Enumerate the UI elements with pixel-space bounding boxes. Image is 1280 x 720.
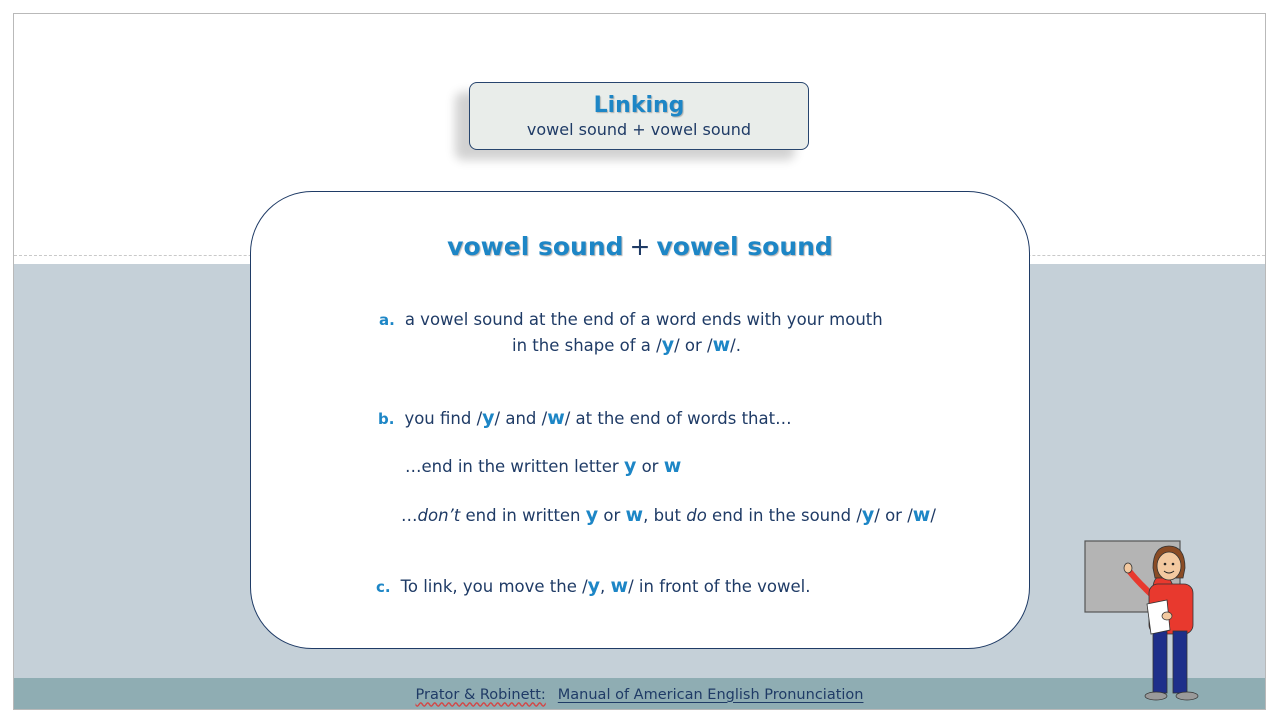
footer-authors: Prator & Robinett: bbox=[415, 686, 546, 703]
point-a-text1: a vowel sound at the end of a word ends with your mouth bbox=[404, 310, 883, 329]
point-a-marker: a. bbox=[379, 311, 395, 329]
footer-bar bbox=[14, 678, 1265, 710]
headline-part2: vowel sound bbox=[656, 232, 833, 261]
point-b-text2: / and / bbox=[494, 409, 548, 428]
sound-y: y bbox=[482, 407, 495, 429]
slide-subtitle: vowel sound + vowel sound bbox=[526, 120, 752, 139]
slide-title: Linking bbox=[593, 93, 685, 118]
content-headline bbox=[251, 232, 1029, 261]
sub-point-2 bbox=[401, 504, 936, 526]
pointing-hand bbox=[1124, 563, 1132, 573]
sub-point-1 bbox=[405, 455, 681, 477]
eye-left bbox=[1164, 563, 1167, 566]
point-c-text1: To link, you move the / bbox=[400, 577, 588, 596]
sub2-text3: , but bbox=[643, 506, 687, 525]
letter-w: w bbox=[625, 504, 644, 526]
sound-w: w bbox=[547, 407, 565, 429]
point-b-text3: / at the end of words that… bbox=[564, 409, 792, 428]
point-b-marker: b. bbox=[378, 410, 395, 428]
content-card bbox=[250, 191, 1030, 649]
sub1-text2: or bbox=[636, 457, 664, 476]
sound-y: y bbox=[861, 504, 875, 526]
point-c-marker: c. bbox=[376, 578, 391, 596]
sound-y: y bbox=[587, 575, 601, 597]
sub1-text1: …end in the written letter bbox=[405, 457, 624, 476]
sound-w: w bbox=[610, 575, 629, 597]
holding-hand bbox=[1162, 612, 1172, 620]
point-b-text1: you find / bbox=[404, 409, 483, 428]
left-leg bbox=[1153, 631, 1167, 693]
right-leg bbox=[1173, 631, 1187, 693]
point-c-comma: , bbox=[600, 577, 611, 596]
point-a-text3: / or / bbox=[674, 336, 713, 355]
headline-plus: + bbox=[629, 232, 651, 261]
sound-w: w bbox=[712, 334, 731, 356]
sub2-dont: don’t bbox=[417, 506, 461, 525]
eye-right bbox=[1172, 563, 1175, 566]
face bbox=[1157, 552, 1181, 580]
headline-part1: vowel sound bbox=[447, 232, 624, 261]
sound-y: y bbox=[661, 334, 675, 356]
letter-y: y bbox=[623, 455, 637, 477]
sub2-text1: end in written bbox=[460, 506, 586, 525]
point-b-line bbox=[378, 407, 792, 429]
point-a-text2: in the shape of a / bbox=[512, 336, 662, 355]
left-shoe bbox=[1145, 692, 1167, 700]
footer-book-link[interactable]: Manual of American English Pronunciation bbox=[557, 686, 864, 703]
sub2-text2: or bbox=[598, 506, 626, 525]
sub2-text6: / bbox=[930, 506, 936, 525]
point-a-line1 bbox=[379, 310, 883, 329]
sub2-ellipsis: … bbox=[401, 506, 418, 525]
title-box bbox=[469, 82, 809, 150]
letter-w: w bbox=[663, 455, 682, 477]
point-c-text2: / in front of the vowel. bbox=[628, 577, 811, 596]
letter-y: y bbox=[585, 504, 599, 526]
sub2-do: do bbox=[686, 506, 707, 525]
right-shoe bbox=[1176, 692, 1198, 700]
sub2-text5: / or / bbox=[874, 506, 913, 525]
sound-w: w bbox=[912, 504, 931, 526]
teacher-illustration bbox=[1083, 538, 1213, 704]
point-c-line bbox=[376, 575, 811, 597]
point-a-text4: /. bbox=[730, 336, 741, 355]
sub2-text4: end in the sound / bbox=[706, 506, 862, 525]
point-a-line2 bbox=[512, 334, 741, 356]
